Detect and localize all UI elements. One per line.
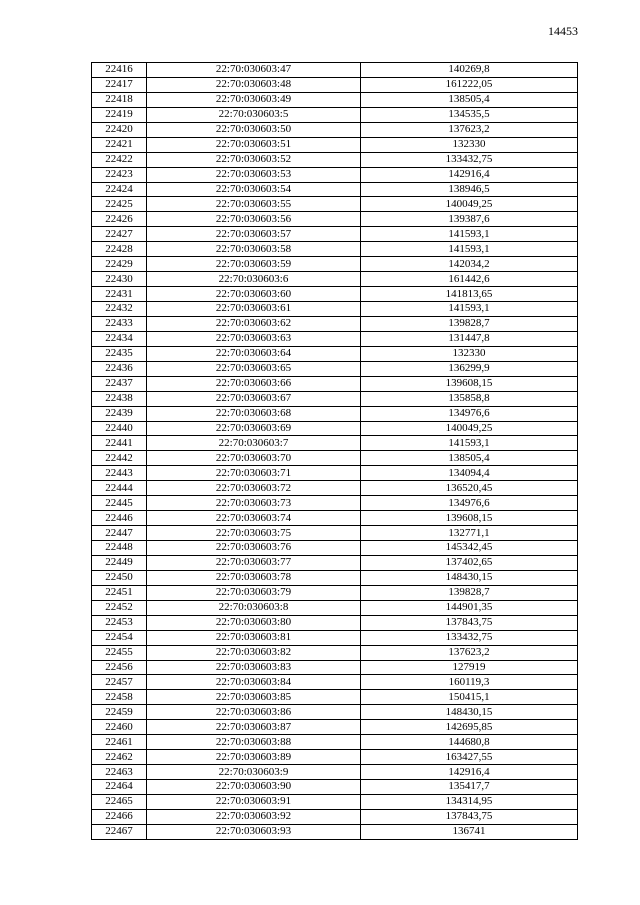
row-number-cell: 22436 [92, 361, 147, 376]
cadastral-number-cell: 22:70:030603:82 [147, 645, 361, 660]
cadastral-number-cell: 22:70:030603:78 [147, 570, 361, 585]
table-row [92, 122, 578, 137]
value-cell: 161442,6 [361, 272, 578, 287]
table-row [92, 361, 578, 376]
table-row [92, 794, 578, 809]
row-number-cell: 22423 [92, 167, 147, 182]
row-number-cell: 22459 [92, 705, 147, 720]
cadastral-number-cell: 22:70:030603:75 [147, 526, 361, 541]
row-number-cell: 22431 [92, 287, 147, 302]
cadastral-number-cell: 22:70:030603:88 [147, 735, 361, 750]
table-body [92, 63, 578, 840]
value-cell: 141813,65 [361, 287, 578, 302]
table-row [92, 346, 578, 361]
cadastral-number-cell: 22:70:030603:65 [147, 361, 361, 376]
value-cell: 131447,8 [361, 331, 578, 346]
cadastral-number-cell: 22:70:030603:87 [147, 720, 361, 735]
table-row [92, 780, 578, 795]
row-number-cell: 22418 [92, 92, 147, 107]
page-number: 14453 [548, 24, 578, 38]
cadastral-number-cell: 22:70:030603:66 [147, 376, 361, 391]
row-number-cell: 22451 [92, 585, 147, 600]
cadastral-number-cell: 22:70:030603:93 [147, 824, 361, 839]
table-row [92, 287, 578, 302]
cadastral-number-cell: 22:70:030603:63 [147, 331, 361, 346]
cadastral-number-cell: 22:70:030603:74 [147, 511, 361, 526]
row-number-cell: 22463 [92, 765, 147, 780]
value-cell: 135858,8 [361, 391, 578, 406]
cadastral-number-cell: 22:70:030603:61 [147, 302, 361, 317]
row-number-cell: 22457 [92, 675, 147, 690]
table-row [92, 242, 578, 257]
cadastral-number-cell: 22:70:030603:52 [147, 152, 361, 167]
value-cell: 141593,1 [361, 227, 578, 242]
row-number-cell: 22439 [92, 406, 147, 421]
value-cell: 134094,4 [361, 466, 578, 481]
table-row [92, 466, 578, 481]
table-row [92, 750, 578, 765]
value-cell: 136299,9 [361, 361, 578, 376]
value-cell: 137843,75 [361, 809, 578, 824]
row-number-cell: 22425 [92, 197, 147, 212]
value-cell: 138505,4 [361, 451, 578, 466]
cadastral-number-cell: 22:70:030603:90 [147, 780, 361, 795]
row-number-cell: 22443 [92, 466, 147, 481]
row-number-cell: 22456 [92, 660, 147, 675]
cadastral-number-cell: 22:70:030603:6 [147, 272, 361, 287]
cadastral-number-cell: 22:70:030603:62 [147, 316, 361, 331]
cadastral-number-cell: 22:70:030603:48 [147, 77, 361, 92]
row-number-cell: 22450 [92, 570, 147, 585]
row-number-cell: 22429 [92, 257, 147, 272]
table-row [92, 257, 578, 272]
table-row [92, 720, 578, 735]
table-row [92, 451, 578, 466]
value-cell: 133432,75 [361, 630, 578, 645]
value-cell: 137402,65 [361, 555, 578, 570]
table-row [92, 630, 578, 645]
row-number-cell: 22465 [92, 794, 147, 809]
table-row [92, 645, 578, 660]
value-cell: 127919 [361, 660, 578, 675]
table-row [92, 824, 578, 839]
row-number-cell: 22447 [92, 526, 147, 541]
cadastral-number-cell: 22:70:030603:79 [147, 585, 361, 600]
value-cell: 142034,2 [361, 257, 578, 272]
table-row [92, 809, 578, 824]
row-number-cell: 22422 [92, 152, 147, 167]
row-number-cell: 22441 [92, 436, 147, 451]
cadastral-number-cell: 22:70:030603:81 [147, 630, 361, 645]
value-cell: 142916,4 [361, 167, 578, 182]
row-number-cell: 22426 [92, 212, 147, 227]
value-cell: 136741 [361, 824, 578, 839]
cadastral-number-cell: 22:70:030603:86 [147, 705, 361, 720]
value-cell: 137623,2 [361, 122, 578, 137]
table-row [92, 107, 578, 122]
cadastral-number-cell: 22:70:030603:58 [147, 242, 361, 257]
cadastral-number-cell: 22:70:030603:72 [147, 481, 361, 496]
row-number-cell: 22449 [92, 555, 147, 570]
table-row [92, 227, 578, 242]
cadastral-number-cell: 22:70:030603:54 [147, 182, 361, 197]
value-cell: 136520,45 [361, 481, 578, 496]
cadastral-number-cell: 22:70:030603:5 [147, 107, 361, 122]
value-cell: 133432,75 [361, 152, 578, 167]
row-number-cell: 22455 [92, 645, 147, 660]
row-number-cell: 22452 [92, 600, 147, 615]
table-row [92, 406, 578, 421]
row-number-cell: 22433 [92, 316, 147, 331]
cadastral-number-cell: 22:70:030603:59 [147, 257, 361, 272]
row-number-cell: 22437 [92, 376, 147, 391]
value-cell: 142695,85 [361, 720, 578, 735]
cadastral-number-cell: 22:70:030603:47 [147, 63, 361, 78]
row-number-cell: 22416 [92, 63, 147, 78]
row-number-cell: 22432 [92, 302, 147, 317]
value-cell: 140049,25 [361, 197, 578, 212]
row-number-cell: 22458 [92, 690, 147, 705]
value-cell: 139608,15 [361, 376, 578, 391]
table-row [92, 391, 578, 406]
cadastral-number-cell: 22:70:030603:84 [147, 675, 361, 690]
row-number-cell: 22454 [92, 630, 147, 645]
row-number-cell: 22417 [92, 77, 147, 92]
cadastral-number-cell: 22:70:030603:70 [147, 451, 361, 466]
value-cell: 137623,2 [361, 645, 578, 660]
cadastral-number-cell: 22:70:030603:69 [147, 421, 361, 436]
cadastral-number-cell: 22:70:030603:49 [147, 92, 361, 107]
table-row [92, 541, 578, 556]
row-number-cell: 22453 [92, 615, 147, 630]
value-cell: 144680,8 [361, 735, 578, 750]
cadastral-number-cell: 22:70:030603:9 [147, 765, 361, 780]
table-row [92, 735, 578, 750]
value-cell: 132330 [361, 137, 578, 152]
cadastral-number-cell: 22:70:030603:68 [147, 406, 361, 421]
table-row [92, 167, 578, 182]
cadastral-number-cell: 22:70:030603:51 [147, 137, 361, 152]
value-cell: 148430,15 [361, 570, 578, 585]
table-row [92, 182, 578, 197]
table-row [92, 63, 578, 78]
table-row [92, 376, 578, 391]
table-row [92, 436, 578, 451]
row-number-cell: 22444 [92, 481, 147, 496]
value-cell: 140269,8 [361, 63, 578, 78]
table-row [92, 660, 578, 675]
row-number-cell: 22461 [92, 735, 147, 750]
value-cell: 141593,1 [361, 242, 578, 257]
value-cell: 141593,1 [361, 302, 578, 317]
value-cell: 134976,6 [361, 496, 578, 511]
value-cell: 141593,1 [361, 436, 578, 451]
value-cell: 138505,4 [361, 92, 578, 107]
value-cell: 139828,7 [361, 585, 578, 600]
table-row [92, 496, 578, 511]
value-cell: 132330 [361, 346, 578, 361]
value-cell: 139828,7 [361, 316, 578, 331]
value-cell: 161222,05 [361, 77, 578, 92]
table-row [92, 212, 578, 227]
cadastral-number-cell: 22:70:030603:67 [147, 391, 361, 406]
row-number-cell: 22464 [92, 780, 147, 795]
table-row [92, 77, 578, 92]
cadastral-number-cell: 22:70:030603:57 [147, 227, 361, 242]
cadastral-number-cell: 22:70:030603:7 [147, 436, 361, 451]
cadastral-number-cell: 22:70:030603:50 [147, 122, 361, 137]
value-cell: 139387,6 [361, 212, 578, 227]
row-number-cell: 22440 [92, 421, 147, 436]
row-number-cell: 22438 [92, 391, 147, 406]
value-cell: 135417,7 [361, 780, 578, 795]
cadastral-number-cell: 22:70:030603:89 [147, 750, 361, 765]
cadastral-number-cell: 22:70:030603:91 [147, 794, 361, 809]
cadastral-number-cell: 22:70:030603:85 [147, 690, 361, 705]
value-cell: 148430,15 [361, 705, 578, 720]
table-row [92, 302, 578, 317]
row-number-cell: 22466 [92, 809, 147, 824]
value-cell: 134314,95 [361, 794, 578, 809]
row-number-cell: 22419 [92, 107, 147, 122]
cadastral-number-cell: 22:70:030603:92 [147, 809, 361, 824]
value-cell: 140049,25 [361, 421, 578, 436]
row-number-cell: 22427 [92, 227, 147, 242]
cadastral-number-cell: 22:70:030603:56 [147, 212, 361, 227]
cadastral-number-cell: 22:70:030603:76 [147, 541, 361, 556]
row-number-cell: 22445 [92, 496, 147, 511]
value-cell: 150415,1 [361, 690, 578, 705]
table-row [92, 615, 578, 630]
cadastral-number-cell: 22:70:030603:77 [147, 555, 361, 570]
row-number-cell: 22467 [92, 824, 147, 839]
cadastral-number-cell: 22:70:030603:73 [147, 496, 361, 511]
table-row [92, 690, 578, 705]
row-number-cell: 22435 [92, 346, 147, 361]
table-row [92, 765, 578, 780]
row-number-cell: 22462 [92, 750, 147, 765]
table-row [92, 570, 578, 585]
value-cell: 163427,55 [361, 750, 578, 765]
table-row [92, 675, 578, 690]
cadastral-number-cell: 22:70:030603:83 [147, 660, 361, 675]
table-row [92, 197, 578, 212]
table-row [92, 511, 578, 526]
cadastral-number-cell: 22:70:030603:55 [147, 197, 361, 212]
table-row [92, 600, 578, 615]
row-number-cell: 22442 [92, 451, 147, 466]
table-row [92, 331, 578, 346]
table-row [92, 272, 578, 287]
value-cell: 137843,75 [361, 615, 578, 630]
table-row [92, 555, 578, 570]
value-cell: 144901,35 [361, 600, 578, 615]
value-cell: 134976,6 [361, 406, 578, 421]
value-cell: 145342,45 [361, 541, 578, 556]
table-row [92, 92, 578, 107]
table-row [92, 137, 578, 152]
row-number-cell: 22448 [92, 541, 147, 556]
table-row [92, 481, 578, 496]
row-number-cell: 22420 [92, 122, 147, 137]
cadastral-number-cell: 22:70:030603:71 [147, 466, 361, 481]
value-cell: 138946,5 [361, 182, 578, 197]
row-number-cell: 22434 [92, 331, 147, 346]
cadastral-number-cell: 22:70:030603:53 [147, 167, 361, 182]
row-number-cell: 22460 [92, 720, 147, 735]
value-cell: 134535,5 [361, 107, 578, 122]
table-row [92, 585, 578, 600]
cadastral-number-cell: 22:70:030603:8 [147, 600, 361, 615]
row-number-cell: 22446 [92, 511, 147, 526]
value-cell: 132771,1 [361, 526, 578, 541]
table-row [92, 152, 578, 167]
value-cell: 142916,4 [361, 765, 578, 780]
value-cell: 160119,3 [361, 675, 578, 690]
table-row [92, 316, 578, 331]
cadastral-value-table [91, 62, 578, 840]
cadastral-number-cell: 22:70:030603:60 [147, 287, 361, 302]
table-row [92, 526, 578, 541]
cadastral-number-cell: 22:70:030603:64 [147, 346, 361, 361]
row-number-cell: 22421 [92, 137, 147, 152]
table-row [92, 705, 578, 720]
row-number-cell: 22430 [92, 272, 147, 287]
table-row [92, 421, 578, 436]
value-cell: 139608,15 [361, 511, 578, 526]
cadastral-number-cell: 22:70:030603:80 [147, 615, 361, 630]
row-number-cell: 22428 [92, 242, 147, 257]
row-number-cell: 22424 [92, 182, 147, 197]
